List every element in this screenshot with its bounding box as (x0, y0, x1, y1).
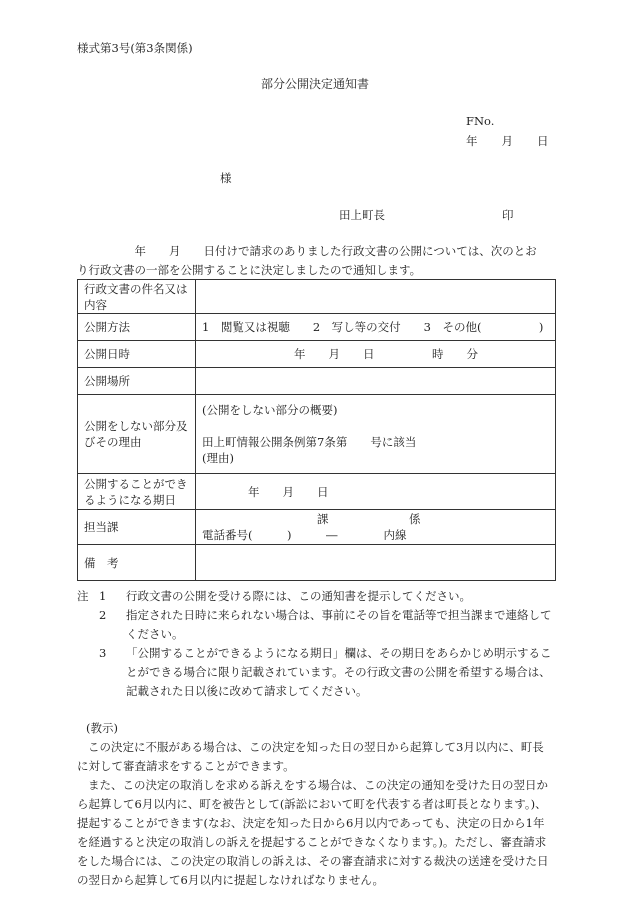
row-value-line: (公開をしない部分の概要) (202, 403, 338, 417)
note-number: 1 (99, 589, 107, 603)
row-label (78, 314, 196, 341)
table-row (78, 474, 556, 510)
note-number: 2 (99, 608, 107, 622)
row-value (196, 280, 556, 314)
row-label (78, 510, 196, 545)
row-label-line: 内容 (84, 297, 107, 312)
date-day: 日 (537, 134, 549, 148)
note-text: 指定された日時に来られない場合は、事前にその旨を電話等で担当課まで連絡してください。 (126, 608, 552, 641)
note-number: 3 (99, 646, 107, 660)
row-label-line: 公開日時 (84, 347, 130, 361)
document-title: 部分公開決定通知書 (260, 77, 369, 91)
note-item (77, 587, 557, 606)
instruction-paragraph: また、この決定の取消しを求める訴えをする場合は、この決定の通知を受けた日の翌日から起算して6月以内に、町を被告として(訴訟において町を代表する者は町長となります。)、提起することができます(なお、決定を知った日から6月以内であっても、決定の日から1年を経過すると決定の取消しの訴えを提起することができなくなります。)。ただし、審査請求をした場合には、この決定の取消しの訴えは、その審査請求に対する裁決の送達を受けた日の翌日から起算して6月以内に提起しなければなりません。 (77, 778, 549, 887)
note-text: 「公開することができるようになる期日」欄は、その期日をあらかじめ明示することができる場合に限り記載されています。その行政文書の公開を希望する場合は、記載された日以後に改めて請求してください。 (126, 646, 552, 698)
table-row (78, 510, 556, 545)
note-head (77, 606, 99, 644)
seal-mark: 印 (502, 208, 514, 222)
table-row (78, 341, 556, 368)
decision-table (77, 279, 556, 581)
instruction-paragraph: この決定に不服がある場合は、この決定を知った日の翌日から起算して3月以内に、町長に対して審査請求をすることができます。 (77, 740, 544, 773)
row-label (78, 280, 196, 314)
row-value (196, 314, 556, 341)
row-value-line: (理由) (202, 451, 234, 465)
date-year: 年 (466, 134, 478, 148)
row-label-line: 行政文書の件名又は (84, 281, 188, 296)
row-value-line: 田上町情報公開条例第7条第 号に該当 (202, 435, 417, 449)
row-label-line: 公開場所 (84, 374, 130, 388)
note-head: 注 (77, 589, 89, 603)
file-number: FNo. (466, 114, 495, 128)
row-label (78, 395, 196, 474)
row-label-line: るようになる期日 (84, 492, 176, 507)
note-item (77, 644, 557, 701)
row-label-line: 公開することができ (84, 476, 188, 491)
row-value-line: 課 係 (202, 512, 421, 526)
sender-name: 田上町長 (339, 208, 385, 222)
row-label (78, 341, 196, 368)
intro-line-1: 年 月 日付けで請求のありました行政文書の公開については、次のとお (77, 244, 537, 258)
row-value (196, 510, 556, 545)
row-label-line: 公開をしない部分及 (84, 419, 188, 433)
row-value-line: 1 閲覧又は視聴 2 写し等の交付 3 その他( ) (202, 320, 544, 334)
row-value (196, 395, 556, 474)
row-label-line: 公開方法 (84, 320, 130, 334)
note-text: 行政文書の公開を受ける際には、この通知書を提示してください。 (126, 589, 471, 603)
date-month: 月 (501, 134, 513, 148)
row-label (78, 474, 196, 510)
row-value (196, 474, 556, 510)
addressee-suffix: 様 (220, 171, 232, 185)
table-row (78, 395, 556, 474)
notes-section (77, 587, 557, 701)
row-value (196, 368, 556, 395)
row-value (196, 545, 556, 581)
table-row (78, 280, 556, 314)
table-row (78, 368, 556, 395)
row-label-line: 備 考 (84, 555, 119, 570)
row-label-line: 担当課 (84, 520, 119, 534)
row-value-line: 年 月 日 (202, 484, 329, 499)
issue-date (466, 133, 549, 149)
row-label (78, 368, 196, 395)
form-number: 様式第3号(第3条関係) (77, 41, 193, 55)
note-head (77, 644, 99, 701)
row-value-line: 年 月 日 時 分 (202, 347, 478, 361)
row-value-line (202, 418, 549, 434)
row-label (78, 545, 196, 581)
row-label-line: びその理由 (84, 435, 142, 449)
intro-line-2: り行政文書の一部を公開することに決定しましたので通知します。 (77, 263, 422, 277)
table-row (78, 314, 556, 341)
instruction-section (77, 719, 555, 890)
note-item (77, 606, 557, 644)
table-row (78, 545, 556, 581)
row-value (196, 341, 556, 368)
instruction-title: (教示) (86, 721, 118, 735)
row-value-line: 電話番号( ) ― 内線 (202, 528, 407, 542)
